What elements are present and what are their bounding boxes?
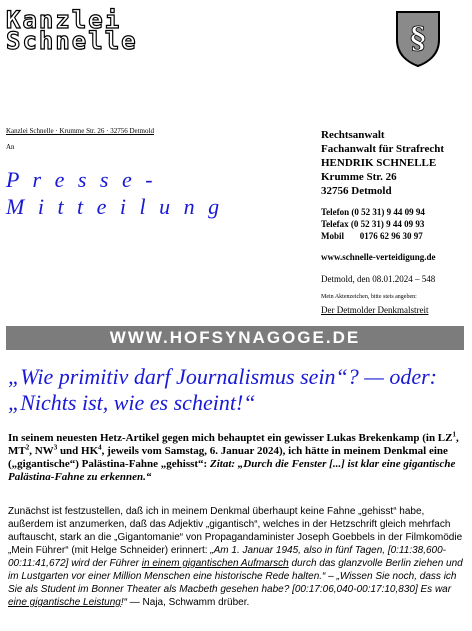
underlined-quote-2: eine gigantische Leistung xyxy=(8,597,121,608)
phone-number: Telefon (0 52 31) 9 44 09 94 xyxy=(321,207,425,217)
reference-value: Der Detmolder Denkmalstreit xyxy=(321,305,429,315)
mobile-number: Mobil 0176 62 96 30 97 xyxy=(321,231,423,241)
lead-quote: Zitat: „Durch die Fenster [...] ist klar eine gigantische Palästina-Fahne zu erkennen.“ xyxy=(8,458,456,483)
lawyer-city: 32756 Detmold xyxy=(321,185,392,197)
shield-symbol: § xyxy=(410,21,426,56)
website-banner[interactable]: WWW.HOFSYNAGOGE.DE xyxy=(6,326,464,350)
recipient-label: An xyxy=(6,143,15,151)
body-paragraph: Zunächst ist festzustellen, daß ich in meinem Denkmal überhaupt keine Fahne „gehisst“ habe, außerdem ist anzumerken, daß das Adjektiv „gigantisch“, welches in der Hetzschrift gleich mehrfach auftauscht, stark an die „Gigantomanie“ von Propagandaminister Joseph Goebbels in der Filmkomödie „Mein Führer“ (mit Helge Schneider) erinnert: „Am 1. Januar 1945, also in fünf Tagen, [0:11:38,600-00:11:41,672] wird der Führer in einem gigantischen Aufmarsch durch das glanzvolle Berlin ziehen und im Lustgarten vor einer Million Menschen eine historische Rede halten.“ – „Wissen Sie noch, dass ich Sie als Student im Bonner Theater als Macbeth gesehen habe? [00:17:06,040-00:17:10,830] Es war eine gigantische Leistung!“ — Naja, Schwamm drüber. xyxy=(8,506,463,608)
contact-block xyxy=(321,206,425,242)
lawyer-title: Rechtsanwalt xyxy=(321,129,385,141)
lawyer-street: Krumme Str. 26 xyxy=(321,171,397,183)
paragraph-shield-icon xyxy=(395,10,441,68)
logo-wordmark-kanzlei: Kanzlei xyxy=(6,6,122,34)
logo-wordmark-schnelle: Schnelle xyxy=(6,27,138,55)
underlined-quote-1: in einem gigantischen Aufmarsch xyxy=(141,558,289,569)
sender-line: Kanzlei Schnelle · Krumme Str. 26 · 32756 Detmold xyxy=(6,127,154,135)
lawyer-name: HENDRIK SCHNELLE xyxy=(321,157,437,169)
lawyer-block xyxy=(321,128,444,198)
lawyer-specialty: Fachanwalt für Strafrecht xyxy=(321,143,445,155)
website-link[interactable]: www.schnelle-verteidigung.de xyxy=(321,252,436,262)
lead-paragraph: In seinem neuesten Hetz-Artikel gegen mich behauptet ein gewisser Lukas Brekenkamp (in $LZ^1$, $MT^2$, $NW^3$ und $HK^4$, jeweils vom Samstag, 6. Januar 2024), ich hätte in meinem Denkmal eine („gigantische“) Palästina-Fahne „gehisst“: Zitat: „Durch die Fenster [...] ist klar eine gigantische Palästina-Fahne zu erkennen.“ xyxy=(8,430,459,483)
press-title-line2: M i t t e i l u n g xyxy=(6,194,224,219)
headline: „Wie primitiv darf Journalismus sein“? — oder: „Nichts ist, wie es scheint!“ xyxy=(8,364,438,415)
reference-label: Mein Aktenzeichen, bitte stets angeben: xyxy=(321,294,417,300)
fax-number: Telefax (0 52 31) 9 44 09 93 xyxy=(321,219,425,229)
press-title-line1: P r e s s e - xyxy=(6,167,157,192)
dateline: Detmold, den 08.01.2024 – 548 xyxy=(321,274,436,284)
